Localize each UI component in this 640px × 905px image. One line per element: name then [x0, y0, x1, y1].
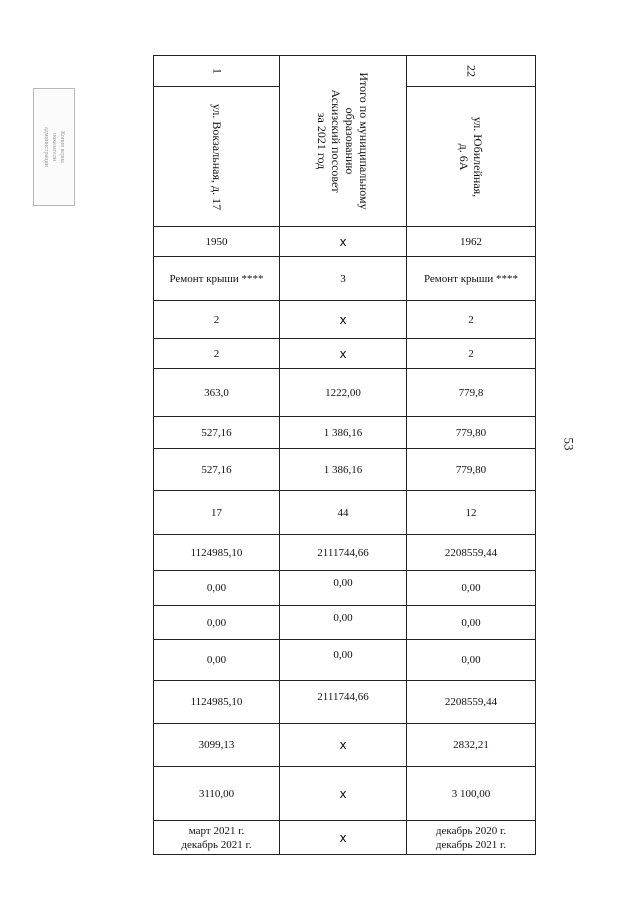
column-label-1: ул. Вокзальная, д. 17 [209, 103, 224, 210]
table-row [154, 724, 536, 767]
header-cell-3 [407, 56, 536, 227]
table-cell: 3 [280, 257, 407, 301]
table-cell: 0,00 [154, 640, 280, 681]
header-row [154, 56, 536, 227]
table-cell: 1124985,10 [154, 535, 280, 571]
table-row [154, 227, 536, 257]
table-cell: х [280, 227, 407, 257]
table-cell: 2832,21 [407, 724, 536, 767]
table-row [154, 301, 536, 339]
table-row [154, 767, 536, 821]
column-number-1: 1 [154, 56, 279, 87]
table-cell: 1950 [154, 227, 280, 257]
table-cell: 3110,00 [154, 767, 280, 821]
table-cell: 0,00 [407, 571, 536, 606]
page-number: 53 [561, 437, 577, 451]
table-cell: х [280, 767, 407, 821]
table-cell: 1 386,16 [280, 449, 407, 491]
table-cell: 1124985,10 [154, 681, 280, 724]
table-row [154, 449, 536, 491]
column-number-3: 22 [407, 56, 535, 87]
table-cell: 363,0 [154, 369, 280, 417]
table-cell: 2 [154, 301, 280, 339]
table-cell: 0,00 [407, 640, 536, 681]
column-label-2: Итого по муниципальному образованию Аскизский поссовет за 2021 год [315, 72, 371, 210]
table-cell: 2208559,44 [407, 681, 536, 724]
table-cell: 0,00 [280, 606, 407, 640]
table-cell: 527,16 [154, 449, 280, 491]
table-cell: 527,16 [154, 417, 280, 449]
table-cell: 1222,00 [280, 369, 407, 417]
table-cell: 2111744,66 [280, 535, 407, 571]
table-cell: Ремонт крыши **** [407, 257, 536, 301]
table-cell: 44 [280, 491, 407, 535]
stamp [33, 88, 75, 206]
table-row [154, 821, 536, 855]
stamp-text: Копия верна показатели администрации [43, 127, 65, 167]
column-label-3: ул. Юбилейная, д. 6А [457, 116, 485, 197]
table-cell: 779,8 [407, 369, 536, 417]
table-row [154, 339, 536, 369]
table-cell: 0,00 [407, 606, 536, 640]
header-cell-1 [154, 56, 280, 227]
table-cell: март 2021 г. декабрь 2021 г. [154, 821, 280, 855]
table-row [154, 606, 536, 640]
table-cell: 0,00 [280, 571, 407, 606]
table-cell: 1 386,16 [280, 417, 407, 449]
table-cell: 0,00 [154, 571, 280, 606]
header-cell-2 [280, 56, 407, 227]
table-cell: 3 100,00 [407, 767, 536, 821]
table-row [154, 417, 536, 449]
table-row [154, 491, 536, 535]
table-cell: 0,00 [154, 606, 280, 640]
table-cell: 12 [407, 491, 536, 535]
table-cell: Ремонт крыши **** [154, 257, 280, 301]
table-row [154, 681, 536, 724]
table-cell: 2 [154, 339, 280, 369]
table-cell: 0,00 [280, 640, 407, 681]
table-cell: х [280, 724, 407, 767]
table-row [154, 257, 536, 301]
table-cell: х [280, 821, 407, 855]
table-cell: 2208559,44 [407, 535, 536, 571]
table-cell: 2 [407, 339, 536, 369]
table-cell: 779,80 [407, 417, 536, 449]
table-row [154, 640, 536, 681]
table-cell: х [280, 339, 407, 369]
table-row [154, 369, 536, 417]
table-cell: 1962 [407, 227, 536, 257]
table-cell: 2111744,66 [280, 681, 407, 724]
data-table [153, 55, 536, 855]
table-row [154, 571, 536, 606]
table-cell: 779,80 [407, 449, 536, 491]
table-row [154, 535, 536, 571]
table-cell: х [280, 301, 407, 339]
table-cell: 2 [407, 301, 536, 339]
table-cell: 17 [154, 491, 280, 535]
table-cell: декабрь 2020 г. декабрь 2021 г. [407, 821, 536, 855]
table-cell: 3099,13 [154, 724, 280, 767]
